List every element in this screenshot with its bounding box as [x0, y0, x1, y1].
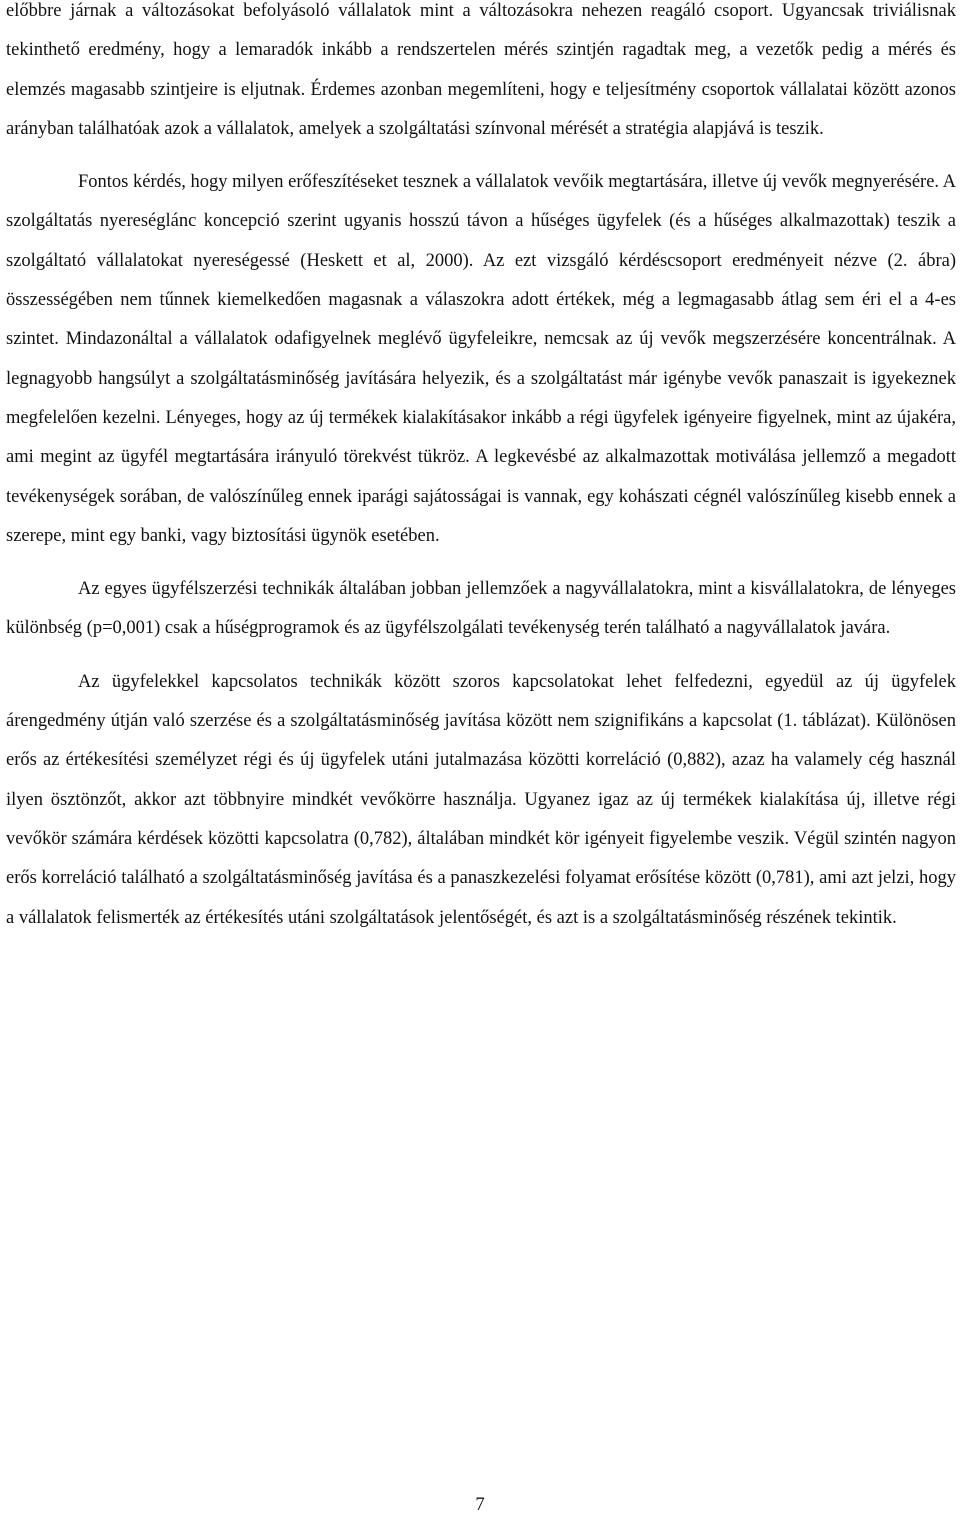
page-number: 7 [475, 1495, 485, 1515]
document-page [6, 0, 956, 938]
paragraph-correlations: Az ügyfelekkel kapcsolatos technikák között szoros kapcsolatokat lehet felfedezni, egyedül az új ügyfelek árengedmény útján való szerzése és a szolgáltatásminőség javítása között nem szignifikáns a kapcsolat (1. táblázat). Különösen erős az értékesítési személyzet régi és új ügyfelek utáni jutalmazása közötti korreláció (0,882), azaz ha valamely cég használ ilyen ösztönzőt, akkor azt többnyire mindkét vevőkörre használja. Ugyanez igaz az új termékek kialakítása új, illetve régi vevőkör számára kérdések közötti kapcsolatra (0,782), általában mindkét kör igényeit figyelembe veszik. Végül szintén nagyon erős korreláció található a szolgáltatásminőség javítása és a panaszkezelési folyamat erősítése között (0,781), ami azt jelzi, hogy a vállalatok felismerték az értékesítés utáni szolgáltatások jelentőségét, és azt is a szolgáltatásminőség részének tekintik. [6, 671, 956, 928]
paragraph-acquisition-techniques: Az egyes ügyfélszerzési technikák általában jobban jellemzőek a nagyvállalatokra, mint a kisvállalatokra, de lényeges különbség (p=0,001) csak a hűségprogramok és az ügyfélszolgálati tevékenység terén található a nagyvállalatok javára. [6, 579, 956, 639]
paragraph-customer-retention: Fontos kérdés, hogy milyen erőfeszítéseket tesznek a vállalatok vevőik megtartására, illetve új vevők megnyerésére. A szolgáltatás nyereséglánc koncepció szerint ugyanis hosszú távon a hűséges ügyfelek (és a hűséges alkalmazottak) teszik a szolgáltató vállalatokat nyereségessé (Heskett et al, 2000). Az ezt vizsgáló kérdéscsoport eredményeit nézve (2. ábra) összességében nem tűnnek kiemelkedően magasnak a válaszokra adott értékek, még a legmagasabb átlag sem éri el a 4-es szintet. Mindazonáltal a vállalatok odafigyelnek meglévő ügyfeleikre, nemcsak az új vevők megszerzésére koncentrálnak. A legnagyobb hangsúlyt a szolgáltatásminőség javítására helyezik, és a szolgáltatást már igénybe vevők panaszait is igyekeznek megfelelően kezelni. Lényeges, hogy az új termékek kialakításakor inkább a régi ügyfelek igényeire figyelnek, mint az újakéra, ami megint az ügyfél megtartására irányuló törekvést tükröz. A legkevésbé az alkalmazottak motiválása jellemző a megadott tevékenységek sorában, de valószínűleg ennek iparági sajátosságai is vannak, egy kohászati cégnél valószínűleg kisebb ennek a szerepe, mint egy banki, vagy biztosítási ügynök esetében. [6, 172, 956, 546]
paragraph-continued: előbbre járnak a változásokat befolyásoló vállalatok mint a változásokra nehezen reagáló csoport. Ugyancsak triviálisnak tekinthető eredmény, hogy a lemaradók inkább a rendszertelen mérés szintjén ragadtak meg, a vezetők pedig a mérés és elemzés magasabb szintjeire is eljutnak. Érdemes azonban megemlíteni, hogy e teljesítmény csoportok vállalatai között azonos arányban találhatóak azok a vállalatok, amelyek a szolgáltatási színvonal mérését a stratégia alapjává is teszik. [6, 1, 956, 139]
